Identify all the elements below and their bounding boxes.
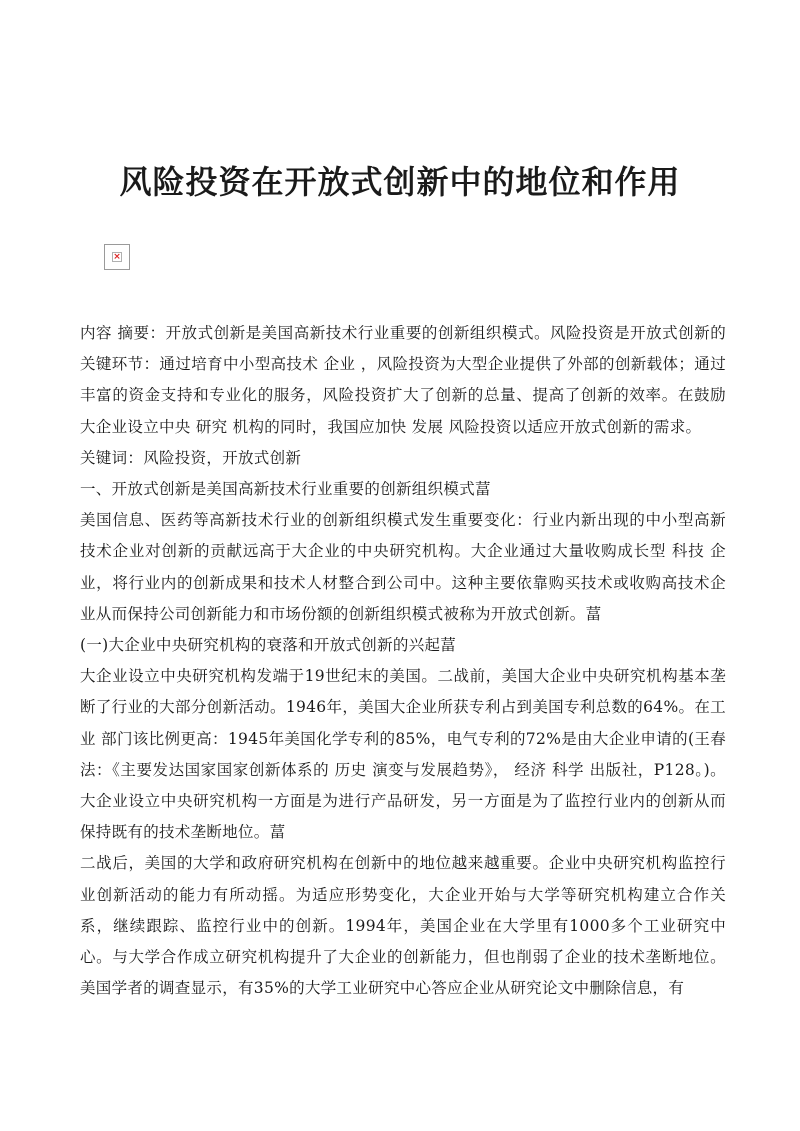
body-paragraph: 大企业设立中央研究机构发端于19世纪末的美国。二战前，美国大企业中央研究机构基本垄断了行业的大部分创新活动。1946年，美国大企业所获专利占到美国专利总数的64%。在工业 部门该比例更高：1945年美国化学专利的85%，电气专利的72%是由大企业申请的(王春法：《主要发达国家国家创新体系的 历史 演变与发展趋势》， 经济 科学 出版社，P128。)。大企业设立中央研究机构一方面是为进行产品研发，另一方面是为了监控行业内的创新从而保持既有的技术垄断地位。葍	[80, 667, 726, 842]
abstract-paragraph: 内容 摘要：开放式创新是美国高新技术行业重要的创新组织模式。风险投资是开放式创新的关键环节：通过培育中小型高技术 企业 ，风险投资为大型企业提供了外部的创新载体；通过丰富的资金支持和专业化的服务，风险投资扩大了创新的总量、提高了创新的效率。在鼓励大企业设立中央 研究 机构的同时，我国应加快 发展 风险投资以适应开放式创新的需求。	[80, 324, 726, 436]
keywords-line: 关键词：风险投资，开放式创新	[80, 448, 302, 467]
page-title: 风险投资在开放式创新中的地位和作用	[119, 163, 681, 201]
broken-image-mark: ×	[113, 251, 121, 262]
document-body	[80, 318, 726, 1004]
section-heading: 一、开放式创新是美国高新技术行业重要的创新组织模式葍	[80, 480, 491, 499]
body-paragraph: 美国信息、医药等高新技术行业的创新组织模式发生重要变化：行业内新出现的中小型高新技术企业对创新的贡献远高于大企业的中央研究机构。大企业通过大量收购成长型 科技 企业，将行业内的创新成果和技术人材整合到公司中。这种主要依靠购买技术或收购高技术企业从而保持公司创新能力和市场份额的创新组织模式被称为开放式创新。葍	[80, 511, 726, 623]
subsection-heading: (一)大企业中央研究机构的衰落和开放式创新的兴起葍	[80, 636, 457, 655]
body-paragraph: 二战后，美国的大学和政府研究机构在创新中的地位越来越重要。企业中央研究机构监控行业创新活动的能力有所动摇。为适应形势变化，大企业开始与大学等研究机构建立合作关系，继续跟踪、监控行业中的创新。1994年，美国企业在大学里有1000多个工业研究中心。与大学合作成立研究机构提升了大企业的创新能力，但也削弱了企业的技术垄断地位。美国学者的调查显示，有35%的大学工业研究中心答应企业从研究论文中删除信息，有	[80, 854, 726, 998]
broken-image-icon	[104, 244, 130, 270]
